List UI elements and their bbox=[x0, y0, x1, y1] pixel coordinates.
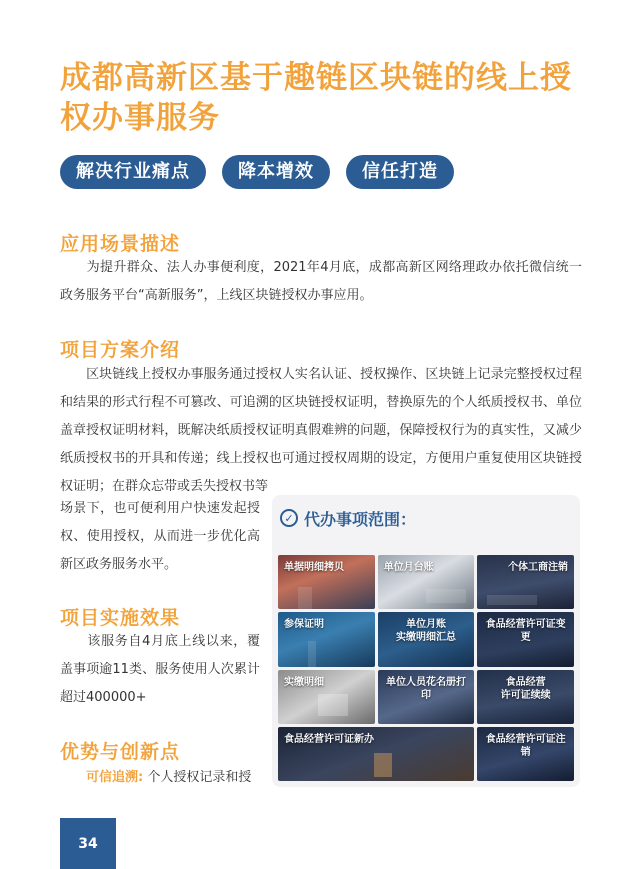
check-circle-icon: ✓ bbox=[280, 509, 298, 527]
heading-solution: 项目方案介绍 bbox=[60, 339, 181, 361]
tag-cost-reduction: 降本增效 bbox=[222, 155, 330, 189]
service-tile: 食品经营许可证新办 bbox=[278, 727, 474, 781]
service-tile: 食品经营 许可证续续 bbox=[477, 670, 574, 724]
paragraph-effect: 该服务自4月底上线以来，覆盖事项逾11类、服务使用人次累计超过400000+ bbox=[60, 634, 260, 705]
paragraph-advantage bbox=[60, 764, 260, 792]
panel-header bbox=[280, 503, 416, 533]
advantage-label: 可信追溯: bbox=[86, 770, 144, 785]
service-scope-panel bbox=[272, 495, 580, 787]
panel-heading: 代办事项范围： bbox=[304, 509, 417, 529]
service-tile: 个体工商注销 bbox=[477, 555, 574, 609]
tag-trust: 信任打造 bbox=[346, 155, 454, 189]
paragraph-solution-continued: 场景下，也可便利用户快速发起授权、使用授权，从而进一步优化高新区政务服务水平。 bbox=[60, 501, 260, 572]
service-tile: 单据明细拷贝 bbox=[278, 555, 375, 609]
heading-effect: 项目实施效果 bbox=[60, 607, 181, 629]
service-tile-grid bbox=[278, 555, 574, 781]
heading-advantage: 优势与创新点 bbox=[60, 741, 181, 763]
service-tile: 食品经营许可证注销 bbox=[477, 727, 574, 781]
paragraph-scenario: 为提升群众、法人办事便利度，2021年4月底，成都高新区网络理政办依托微信统一政务服务平台“高新服务”，上线区块链授权办事应用。 bbox=[60, 260, 582, 303]
page-number: 34 bbox=[60, 818, 116, 869]
service-tile: 食品经营许可证变更 bbox=[477, 612, 574, 666]
service-tile: 参保证明 bbox=[278, 612, 375, 666]
tag-pain-points: 解决行业痛点 bbox=[60, 155, 206, 189]
paragraph-solution: 区块链线上授权办事服务通过授权人实名认证、授权操作、区块链上记录完整授权过程和结果的形式行程不可篡改、可追溯的区块链授权证明，替换原先的个人纸质授权书、单位盖章授权证明材料，既解决纸质授权证明真假难辨的问题，保障授权行为的真实性，又减少纸质授权书的开具和传递；线上授权也可通过授权周期的设定，方便用户重复使用区块链授权证明；在群众忘带或丢失授权书等 bbox=[60, 367, 582, 494]
heading-scenario: 应用场景描述 bbox=[60, 233, 181, 255]
service-tile: 单位月账 实缴明细汇总 bbox=[378, 612, 475, 666]
advantage-text: 个人授权记录和授 bbox=[143, 770, 252, 785]
service-tile: 单位月台账 bbox=[378, 555, 475, 609]
service-tile: 单位人员花名册打印 bbox=[378, 670, 475, 724]
service-tile: 实缴明细 bbox=[278, 670, 375, 724]
page-title: 成都高新区基于趣链区块链的线上授权办事服务 bbox=[60, 60, 572, 136]
tag-list bbox=[60, 155, 454, 189]
